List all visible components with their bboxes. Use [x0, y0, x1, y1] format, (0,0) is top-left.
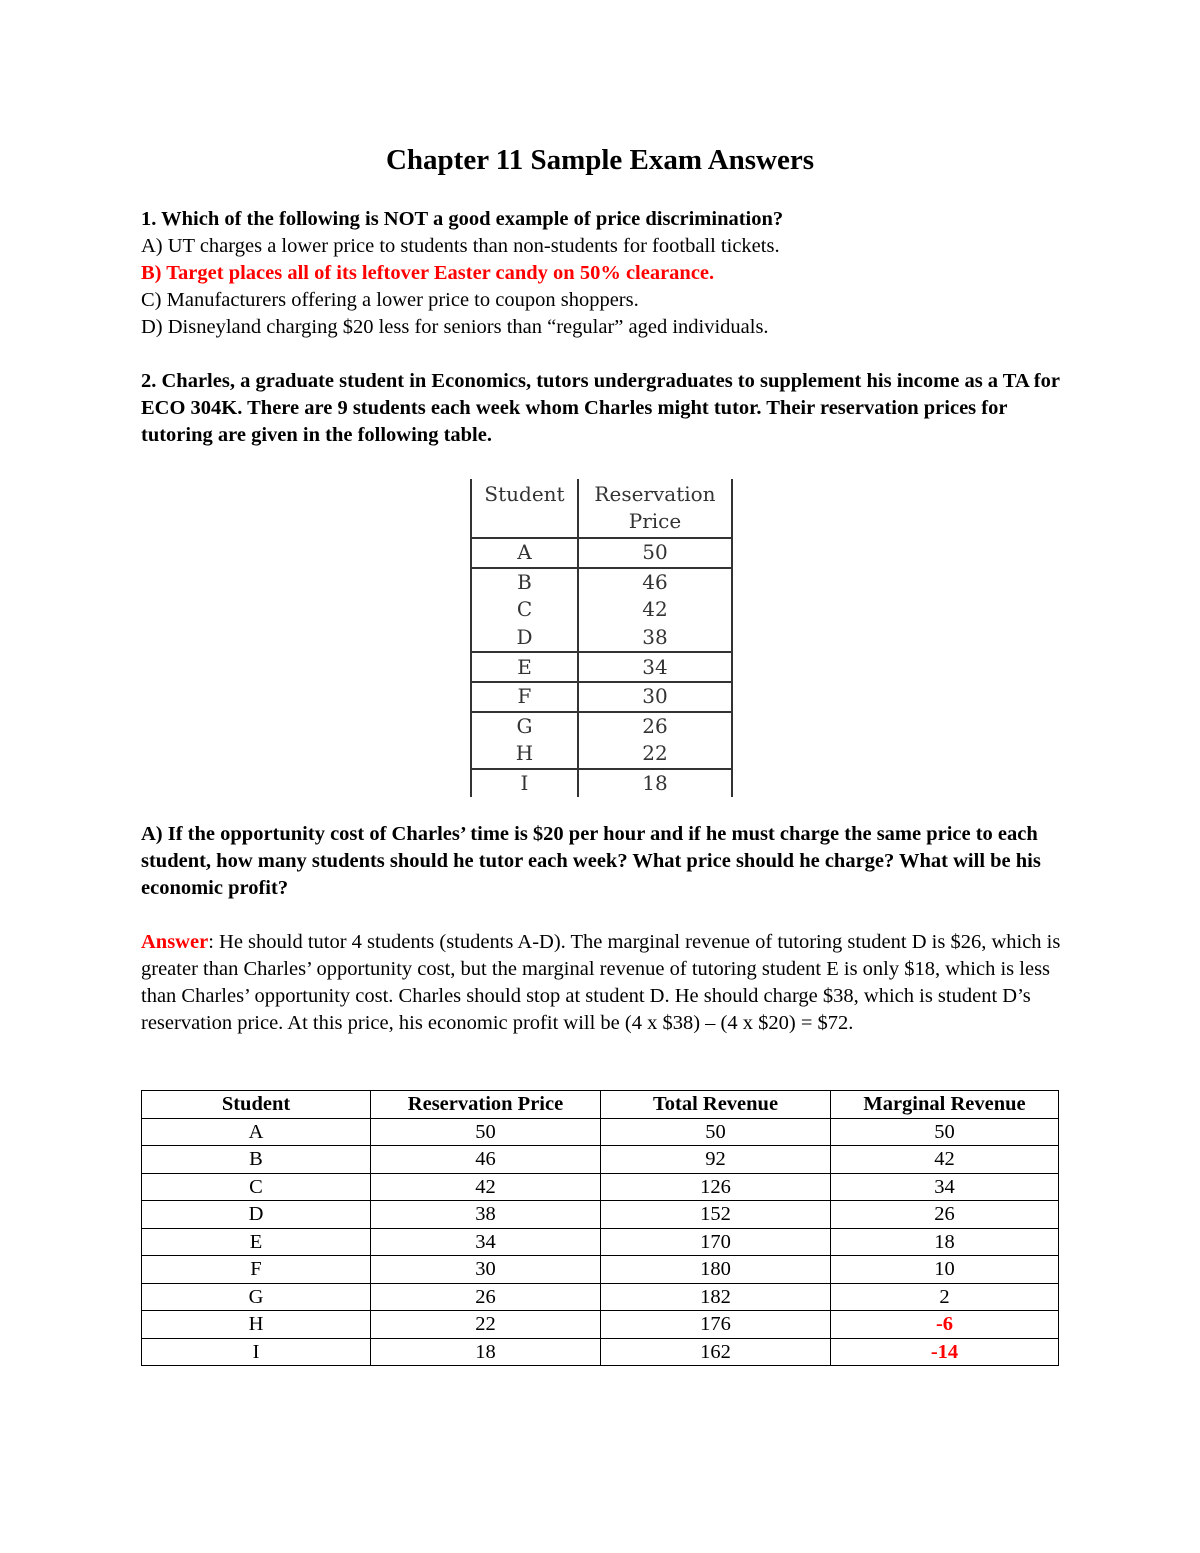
- cell-price: 18: [578, 769, 732, 798]
- cell-student: G: [471, 712, 578, 741]
- question-1-text: 1. Which of the following is NOT a good example of price discrimination?: [141, 208, 784, 230]
- cell-total-revenue: 92: [601, 1146, 831, 1174]
- cell-price: 46: [371, 1146, 601, 1174]
- cell-student: I: [471, 769, 578, 798]
- header-reservation-price: [578, 479, 732, 538]
- header-price-line1: Reservation: [594, 482, 716, 506]
- header-total-revenue: Total Revenue: [601, 1091, 831, 1119]
- cell-student: B: [142, 1146, 371, 1174]
- cell-student: F: [142, 1256, 371, 1284]
- table-row: [471, 568, 732, 597]
- question-1-option-b-correct: B) Target places all of its leftover Easter candy on 50% clearance.: [141, 262, 715, 284]
- cell-total-revenue: 126: [601, 1173, 831, 1201]
- question-1-option-a: A) UT charges a lower price to students than non-students for football tickets.: [141, 235, 780, 257]
- table-row: [142, 1338, 1059, 1366]
- table-row: [142, 1228, 1059, 1256]
- header-price-line2: Price: [628, 509, 682, 533]
- cell-total-revenue: 170: [601, 1228, 831, 1256]
- question-2a-text: A) If the opportunity cost of Charles’ time is $20 per hour and if he must charge the same price to each student, how many students should he tutor each week? What price should he charge? What will be his economic profit?: [141, 823, 1041, 899]
- table-row: [142, 1173, 1059, 1201]
- cell-student: A: [471, 538, 578, 568]
- cell-price: 34: [578, 652, 732, 682]
- table-header-row: [471, 479, 732, 538]
- table-row: [142, 1256, 1059, 1284]
- cell-price: 22: [578, 740, 732, 769]
- question-2-text: 2. Charles, a graduate student in Economics, tutors undergraduates to supplement his income as a TA for ECO 304K. There are 9 students each week whom Charles might tutor. Their reservation prices for tutoring are given in the following table.: [141, 370, 1060, 446]
- cell-total-revenue: 180: [601, 1256, 831, 1284]
- cell-price: 30: [578, 682, 732, 712]
- header-reservation-price: Reservation Price: [371, 1091, 601, 1119]
- cell-price: 26: [371, 1283, 601, 1311]
- cell-student: F: [471, 682, 578, 712]
- cell-student: E: [471, 652, 578, 682]
- cell-student: C: [142, 1173, 371, 1201]
- answer-text: : He should tutor 4 students (students A-D). The marginal revenue of tutoring student D is $26, which is greater than Charles’ opportunity cost, but the marginal revenue of tutoring student E is only $18, which is less than Charles’ opportunity cost. Charles should stop at student D. He should charge $38, which is student D’s reservation price. At this price, his economic profit will be (4 x $38) – (4 x $20) = $72.: [141, 931, 1061, 1034]
- page-title: Chapter 11 Sample Exam Answers: [385, 144, 815, 176]
- cell-marginal-revenue: 2: [831, 1283, 1059, 1311]
- header-student: Student: [142, 1091, 371, 1119]
- answer-paragraph: [141, 929, 1081, 1037]
- table-row: [471, 740, 732, 769]
- header-student: Student: [471, 479, 578, 538]
- cell-marginal-revenue: 50: [831, 1118, 1059, 1146]
- table-row: [471, 682, 732, 712]
- reservation-price-table: [470, 479, 733, 797]
- cell-price: 50: [578, 538, 732, 568]
- revenue-table: [141, 1090, 1059, 1366]
- table-row: [471, 652, 732, 682]
- table-row: [471, 538, 732, 568]
- cell-total-revenue: 50: [601, 1118, 831, 1146]
- cell-price: 42: [578, 596, 732, 624]
- table-row: [142, 1283, 1059, 1311]
- table-header-row: [142, 1091, 1059, 1119]
- question-2: [141, 368, 1081, 449]
- cell-marginal-revenue: 42: [831, 1146, 1059, 1174]
- cell-marginal-revenue: 18: [831, 1228, 1059, 1256]
- cell-price: 26: [578, 712, 732, 741]
- question-1: [141, 206, 1081, 341]
- table-row: [142, 1146, 1059, 1174]
- cell-price: 34: [371, 1228, 601, 1256]
- cell-marginal-revenue: 26: [831, 1201, 1059, 1229]
- table-row: [142, 1201, 1059, 1229]
- cell-price: 46: [578, 568, 732, 597]
- cell-student: D: [142, 1201, 371, 1229]
- question-1-option-d: D) Disneyland charging $20 less for seniors than “regular” aged individuals.: [141, 316, 769, 338]
- cell-price: 30: [371, 1256, 601, 1284]
- cell-price: 38: [371, 1201, 601, 1229]
- table-row: [471, 712, 732, 741]
- cell-student: D: [471, 624, 578, 653]
- answer-2a: [141, 929, 1081, 1037]
- cell-price: 22: [371, 1311, 601, 1339]
- cell-price: 38: [578, 624, 732, 653]
- cell-marginal-revenue-negative: -14: [831, 1338, 1059, 1366]
- cell-student: A: [142, 1118, 371, 1146]
- cell-price: 18: [371, 1338, 601, 1366]
- cell-total-revenue: 176: [601, 1311, 831, 1339]
- table-row: [471, 769, 732, 798]
- answer-label: Answer: [141, 931, 209, 953]
- table-row: [471, 624, 732, 653]
- cell-student: E: [142, 1228, 371, 1256]
- header-marginal-revenue: Marginal Revenue: [831, 1091, 1059, 1119]
- cell-total-revenue: 182: [601, 1283, 831, 1311]
- cell-total-revenue: 152: [601, 1201, 831, 1229]
- cell-marginal-revenue: 34: [831, 1173, 1059, 1201]
- cell-student: B: [471, 568, 578, 597]
- cell-total-revenue: 162: [601, 1338, 831, 1366]
- cell-student: I: [142, 1338, 371, 1366]
- cell-student: H: [142, 1311, 371, 1339]
- cell-student: G: [142, 1283, 371, 1311]
- table-row: [142, 1118, 1059, 1146]
- question-2a: [141, 821, 1081, 902]
- cell-price: 50: [371, 1118, 601, 1146]
- table-row: [471, 596, 732, 624]
- question-1-option-c: C) Manufacturers offering a lower price to coupon shoppers.: [141, 289, 639, 311]
- cell-marginal-revenue-negative: -6: [831, 1311, 1059, 1339]
- cell-marginal-revenue: 10: [831, 1256, 1059, 1284]
- cell-price: 42: [371, 1173, 601, 1201]
- cell-student: C: [471, 596, 578, 624]
- table-row: [142, 1311, 1059, 1339]
- cell-student: H: [471, 740, 578, 769]
